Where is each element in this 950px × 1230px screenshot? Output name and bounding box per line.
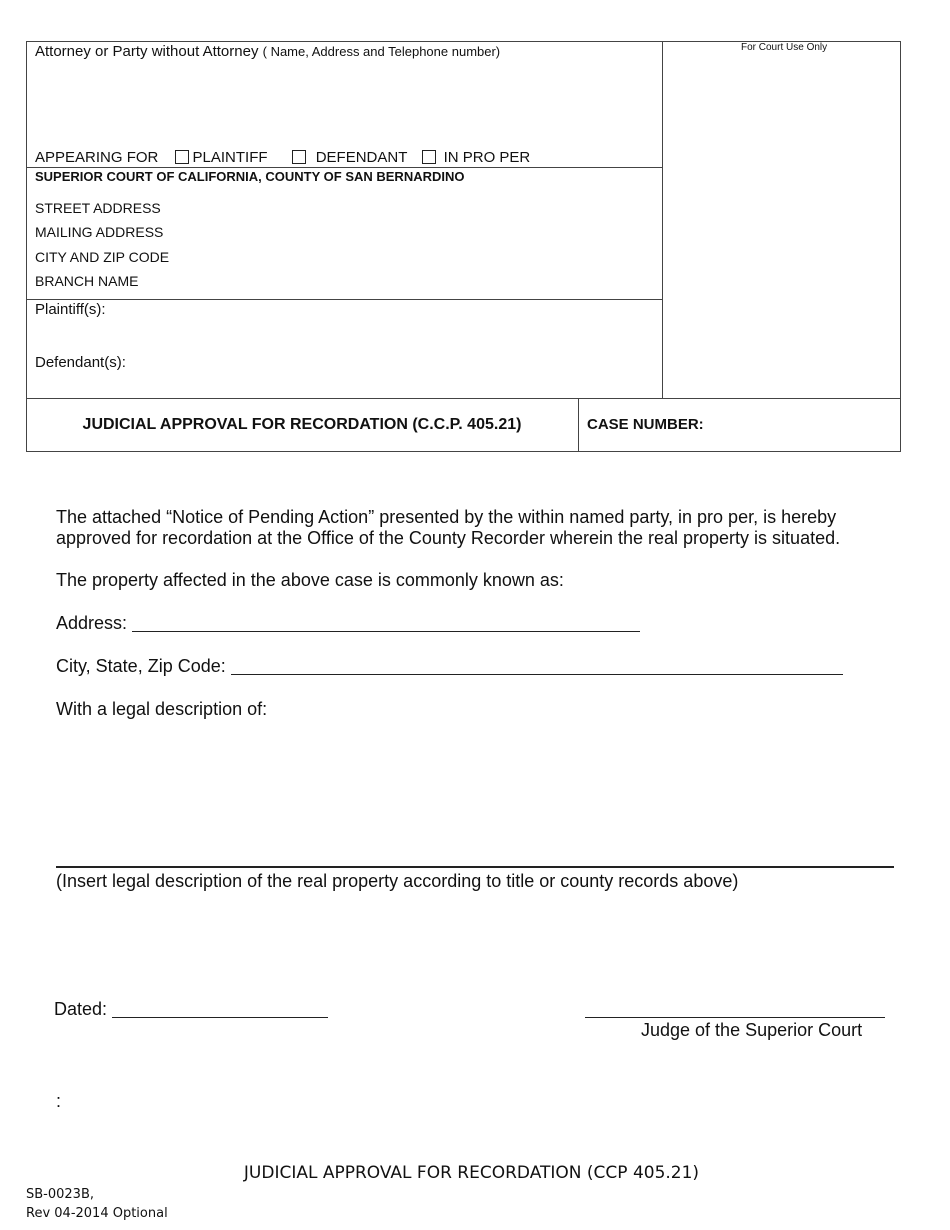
caption-box xyxy=(26,41,901,452)
mailing-address-label: MAILING ADDRESS xyxy=(35,224,164,240)
in-pro-per-option: IN PRO PER xyxy=(443,149,531,166)
branch-name-label: BRANCH NAME xyxy=(35,273,139,289)
court-use-divider xyxy=(662,41,663,399)
colon-mark: : xyxy=(56,1091,62,1111)
city-zip-label: CITY AND ZIP CODE xyxy=(35,249,170,265)
plaintiffs-label: Plaintiff(s): xyxy=(35,301,106,318)
dated-row xyxy=(54,999,328,1020)
attorney-label-row xyxy=(35,43,500,60)
attorney-sublabel: ( Name, Address and Telephone number) xyxy=(262,44,501,59)
city-state-zip-field[interactable] xyxy=(231,656,843,675)
street-address-label: STREET ADDRESS xyxy=(35,200,161,216)
court-name: SUPERIOR COURT OF CALIFORNIA, COUNTY OF SAN BERNARDINO xyxy=(35,169,465,184)
court-use-label: For Court Use Only xyxy=(741,42,828,53)
form-title: JUDICIAL APPROVAL FOR RECORDATION (C.C.P. 405.21) xyxy=(82,416,522,433)
city-row xyxy=(56,656,843,677)
judge-label: Judge of the Superior Court xyxy=(641,1020,863,1040)
divider-parties-section xyxy=(26,299,663,300)
in-pro-per-checkbox[interactable] xyxy=(422,150,436,164)
divider-title-row xyxy=(26,398,901,399)
defendants-label: Defendant(s): xyxy=(35,354,126,371)
address-label: Address: xyxy=(56,613,128,633)
defendant-checkbox[interactable] xyxy=(292,150,306,164)
appearing-for-row xyxy=(35,149,530,166)
approval-paragraph: The attached “Notice of Pending Action” presented by the within named party, in pro per, is hereby approved for recordation at the Office of the County Recorder wherein the real property is situated. xyxy=(56,507,841,548)
form-revision: Rev 04-2014 Optional xyxy=(26,1206,168,1221)
divider-court-section xyxy=(26,167,663,168)
defendant-option: DEFENDANT xyxy=(315,149,408,166)
footer-title: JUDICIAL APPROVAL FOR RECORDATION (CCP 405.21) xyxy=(243,1163,700,1183)
dated-label: Dated: xyxy=(54,999,108,1019)
legal-description-label: With a legal description of: xyxy=(56,699,268,719)
legal-description-field[interactable] xyxy=(56,720,894,868)
appearing-for-label: APPEARING FOR xyxy=(35,149,159,166)
plaintiff-option: PLAINTIFF xyxy=(192,149,268,166)
address-field[interactable] xyxy=(132,613,640,632)
judge-signature-field[interactable] xyxy=(585,999,885,1018)
attorney-label: Attorney or Party without Attorney xyxy=(35,43,259,60)
city-state-zip-label: City, State, Zip Code: xyxy=(56,656,226,676)
property-paragraph: The property affected in the above case is commonly known as: xyxy=(56,570,564,590)
case-number-label: CASE NUMBER: xyxy=(587,416,704,433)
dated-field[interactable] xyxy=(112,999,328,1018)
address-row xyxy=(56,613,640,634)
case-number-divider xyxy=(578,398,579,452)
plaintiff-checkbox[interactable] xyxy=(175,150,189,164)
legal-description-instruction: (Insert legal description of the real property according to title or county records above) xyxy=(56,871,739,891)
form-id: SB-0023B, xyxy=(26,1187,94,1202)
